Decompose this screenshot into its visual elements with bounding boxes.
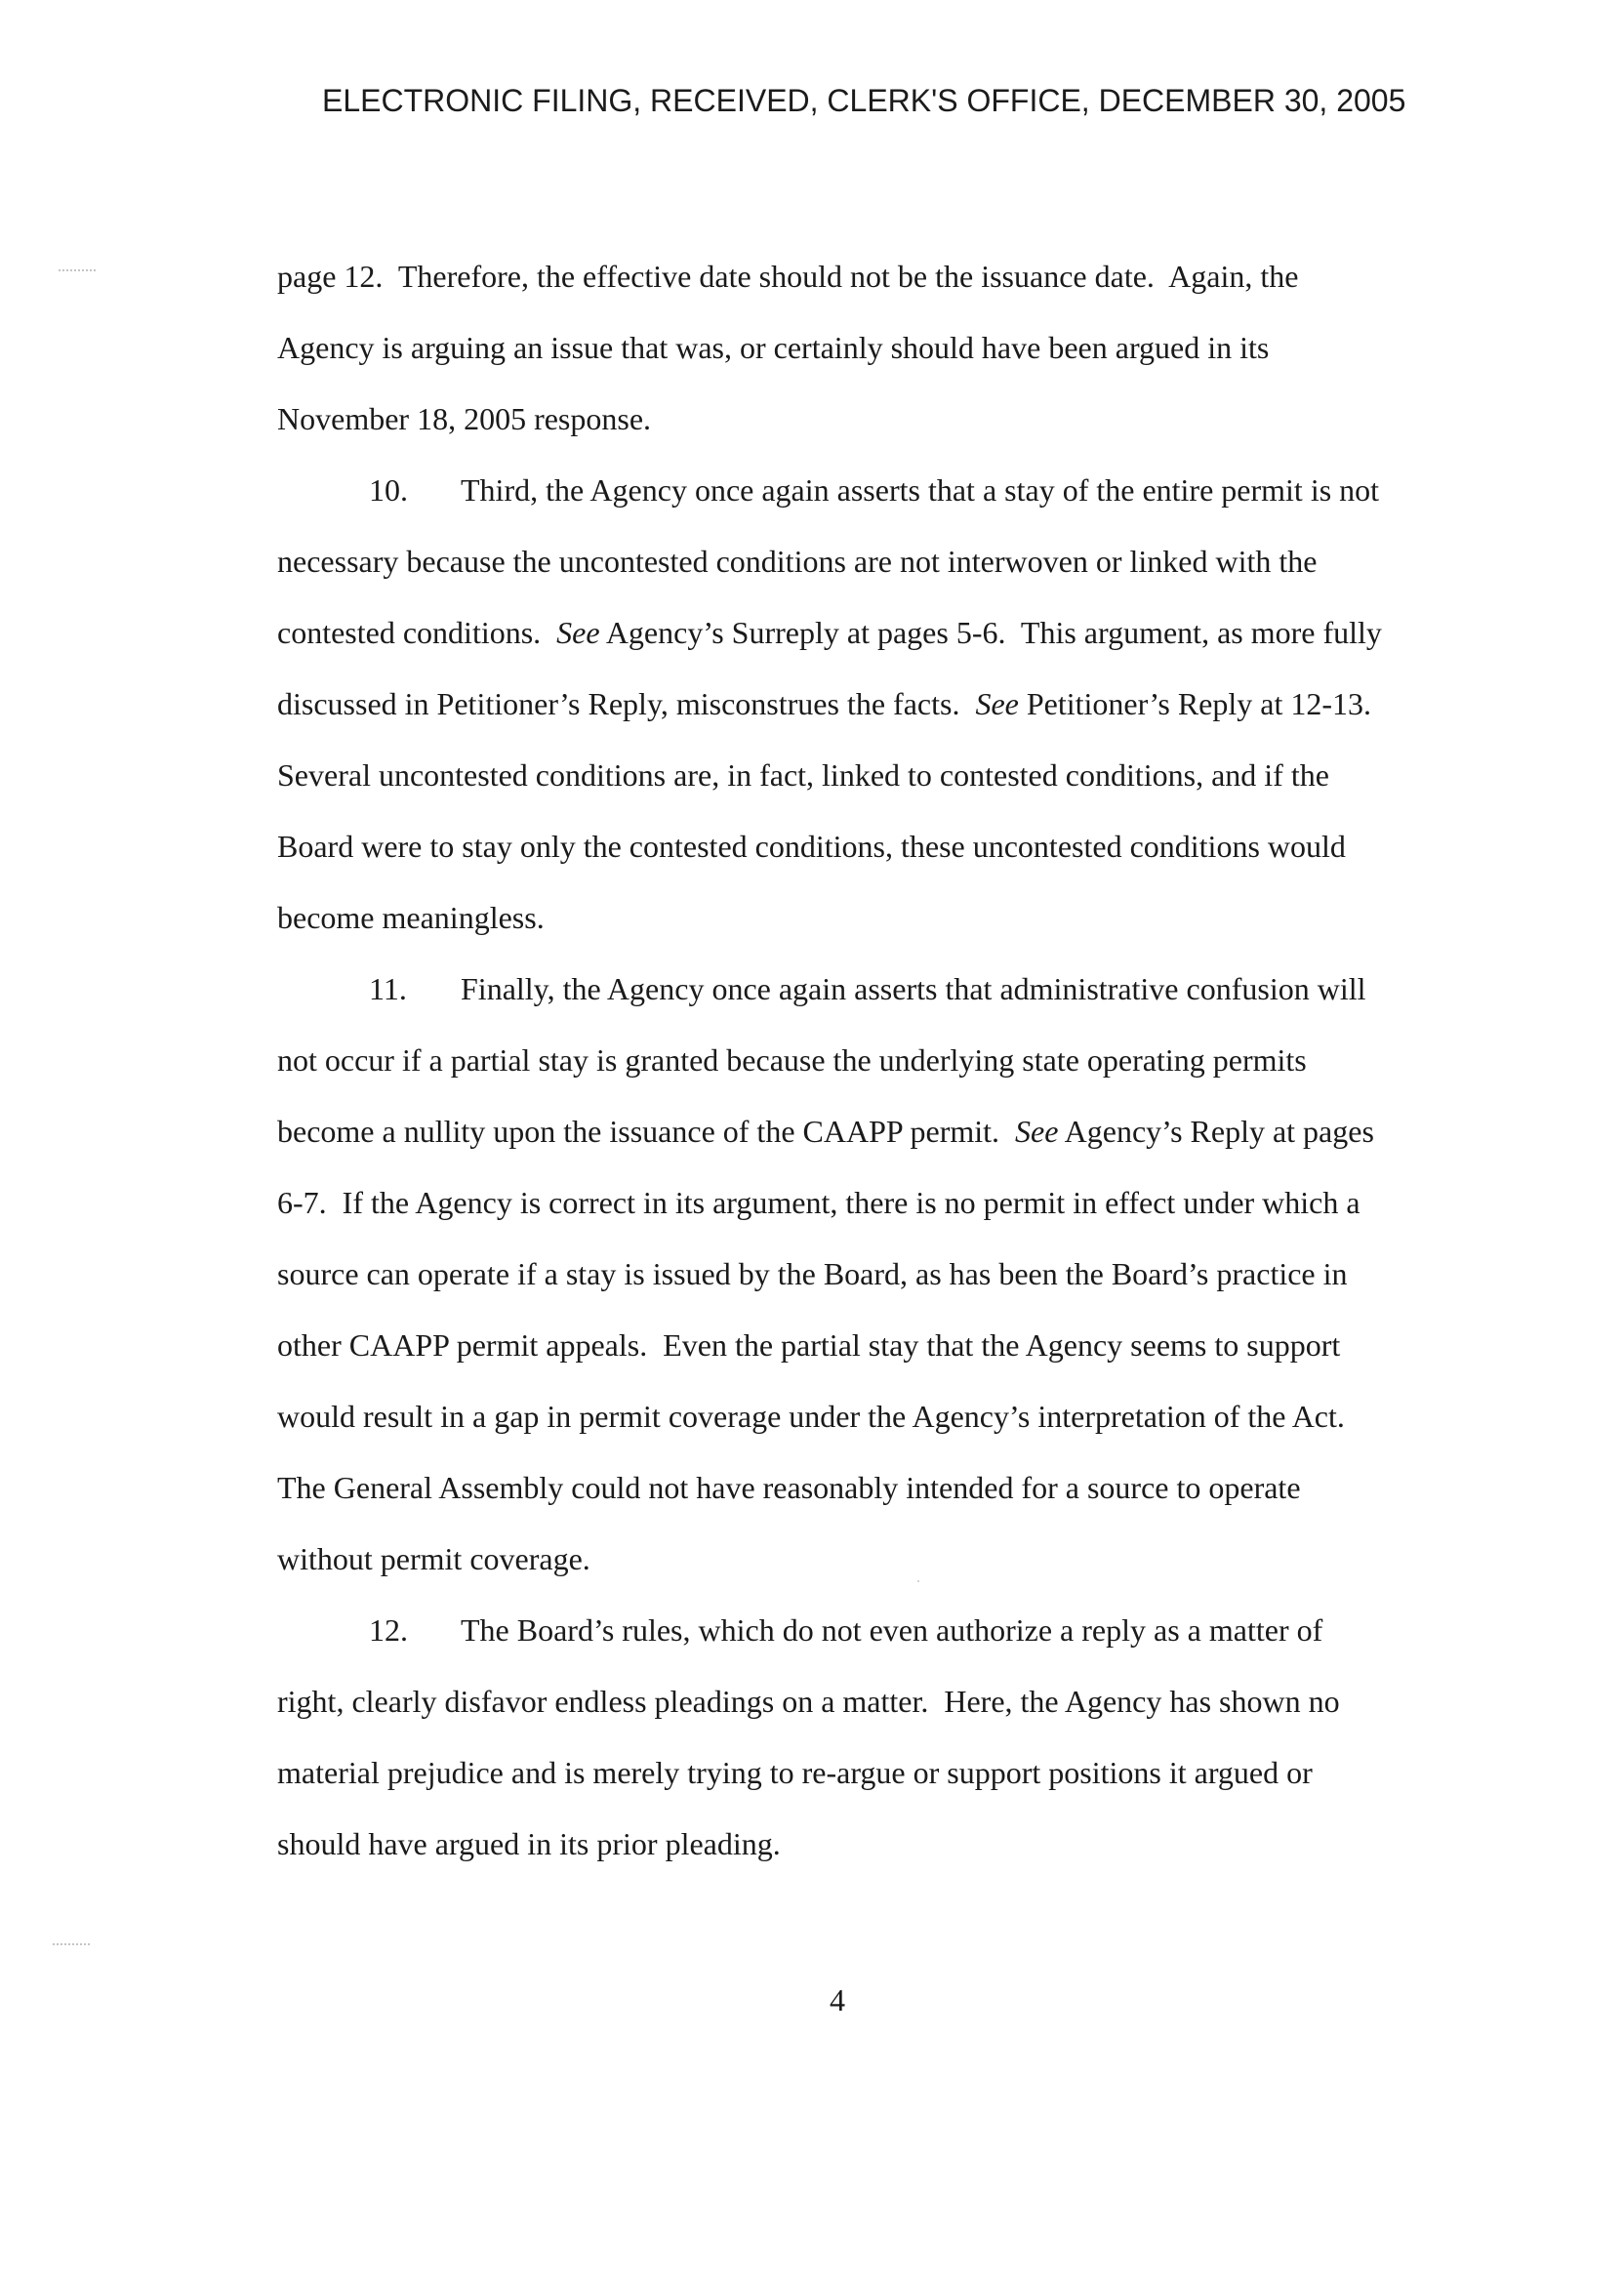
- text-line: [277, 455, 1448, 526]
- text-segment: become a nullity upon the issuance of the CAAPP permit.: [277, 1114, 1016, 1149]
- text-line: 6-7. If the Agency is correct in its argument, there is no permit in effect under which a: [277, 1185, 1360, 1220]
- text-line: [277, 1096, 1448, 1167]
- text-line: source can operate if a stay is issued by the Board, as has been the Board’s practice in: [277, 1256, 1348, 1291]
- text-line: Board were to stay only the contested conditions, these uncontested conditions would: [277, 829, 1346, 864]
- paragraph-11: [277, 954, 1448, 1595]
- page-number: 4: [830, 1982, 845, 2017]
- text-line: without permit coverage.: [277, 1541, 590, 1576]
- paragraph-continuation: [277, 241, 1448, 455]
- text-line: [277, 954, 1448, 1025]
- citation-signal: See: [556, 615, 600, 650]
- text-segment: discussed in Petitioner’s Reply, misconstrues the facts.: [277, 686, 976, 721]
- paragraph-number: 10.: [369, 472, 408, 508]
- text-segment: Finally, the Agency once again asserts that administrative confusion will: [461, 971, 1366, 1006]
- text-line: not occur if a partial stay is granted because the underlying state operating permits: [277, 1042, 1307, 1078]
- text-segment: Petitioner’s Reply at 12-13.: [1018, 686, 1371, 721]
- paragraph-number: 12.: [369, 1612, 408, 1648]
- scan-artifact: [59, 269, 96, 271]
- text-line: material prejudice and is merely trying to re-argue or support positions it argued or: [277, 1755, 1313, 1790]
- paragraph-10: [277, 455, 1448, 954]
- citation-signal: See: [1015, 1114, 1059, 1149]
- document-body: [277, 241, 1448, 1880]
- scan-artifact: [53, 1943, 90, 1945]
- text-line: page 12. Therefore, the effective date should not be the issuance date. Again, the: [277, 259, 1299, 294]
- text-line: necessary because the uncontested conditions are not interwoven or linked with the: [277, 544, 1318, 579]
- citation-signal: See: [975, 686, 1019, 721]
- text-segment: Agency’s Surreply at pages 5-6. This argument, as more fully: [599, 615, 1382, 650]
- text-line: November 18, 2005 response.: [277, 401, 652, 436]
- text-line: [277, 597, 1448, 669]
- paragraph-number: 11.: [369, 971, 407, 1006]
- text-line: [277, 1595, 1448, 1666]
- text-segment: contested conditions.: [277, 615, 557, 650]
- text-segment: Agency’s Reply at pages: [1058, 1114, 1374, 1149]
- text-line: right, clearly disfavor endless pleadings on a matter. Here, the Agency has shown no: [277, 1684, 1340, 1719]
- text-line: other CAAPP permit appeals. Even the partial stay that the Agency seems to support: [277, 1327, 1341, 1363]
- filing-header: ELECTRONIC FILING, RECEIVED, CLERK'S OFFICE, DECEMBER 30, 2005: [322, 83, 1406, 118]
- text-line: The General Assembly could not have reasonably intended for a source to operate: [277, 1470, 1301, 1505]
- paragraph-12: [277, 1595, 1448, 1880]
- text-line: Agency is arguing an issue that was, or certainly should have been argued in its: [277, 330, 1270, 365]
- text-line: Several uncontested conditions are, in fact, linked to contested conditions, and if the: [277, 757, 1329, 793]
- text-segment: The Board’s rules, which do not even authorize a reply as a matter of: [461, 1612, 1323, 1648]
- text-line: would result in a gap in permit coverage under the Agency’s interpretation of the Act.: [277, 1399, 1345, 1434]
- text-segment: Third, the Agency once again asserts that a stay of the entire permit is not: [461, 472, 1380, 508]
- text-line: [277, 669, 1448, 740]
- text-line: become meaningless.: [277, 900, 545, 935]
- text-line: should have argued in its prior pleading.: [277, 1826, 781, 1861]
